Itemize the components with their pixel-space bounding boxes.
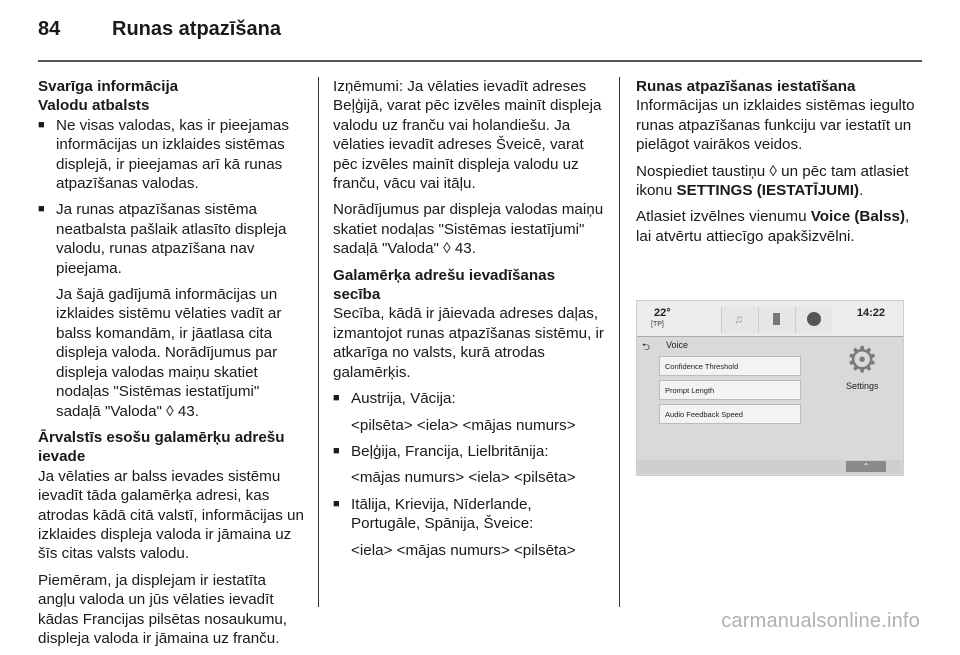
voice-term: Voice (Balss) <box>810 208 906 226</box>
paragraph: Informācijas un izklaides sistēmas iegulto runas atpazīšanas funkciju var iestatīt un pielāgot vairākos veidos. <box>636 97 915 154</box>
paragraph: Nospiediet taustiņu ◊ un pēc tam atlasiet ikonu SETTINGS (IESTATĪJUMI). <box>636 162 909 200</box>
address-sequence: <iela> <mājas numurs> <pilsēta> <box>351 541 576 559</box>
bullet-list <box>38 116 306 278</box>
heading-language-support: Valodu atbalsts <box>38 97 150 115</box>
paragraph: Izņēmumi: Ja vēlaties ievadīt adreses Beļģijā, varat pēc izvēles mainīt displeja valodu uz franču vai holandiešu. Ja vēlaties ievadīt adreses Šveicē, varat pēc izvēles mainīt displeja valodu uz franču, vācu vai itāļu. <box>333 78 602 193</box>
column-divider <box>318 77 319 607</box>
bullet-list <box>333 442 605 461</box>
option-confidence-threshold: Confidence Threshold <box>659 356 801 376</box>
column-divider <box>619 77 620 607</box>
watermark: carmanualsonline.info <box>721 610 920 632</box>
list-item-label: Austrija, Vācija: <box>351 390 456 408</box>
heading-address-order: Galamērķa adrešu ievadīšanas secība <box>333 266 556 304</box>
page-title: Runas atpazīšana <box>112 18 281 40</box>
list-item-label: Beļģija, Francija, Lielbritānija: <box>351 442 549 460</box>
tp-indicator: [TP] <box>651 321 664 328</box>
option-audio-feedback-speed: Audio Feedback Speed <box>659 404 801 424</box>
paragraph: Piemēram, ja displejam ir iestatīta angļu valoda un jūs vēlaties ievadīt kādas Francijas pilsētas nosaukumu, displeja valoda ir jāmaina uz franču. <box>38 571 288 647</box>
clock: 14:22 <box>856 307 885 319</box>
list-item <box>333 442 605 461</box>
voice-menu-title: Voice <box>666 340 689 350</box>
gear-icon: ⚙ <box>846 339 879 380</box>
paragraph: Atlasiet izvēlnes vienumu Voice (Balss), lai atvērtu attiecīgo apakšizvēlni. <box>636 208 910 245</box>
music-icon: ♫ <box>721 307 758 333</box>
paragraph: Norādījumus par displeja valodas maiņu skatiet nodaļas "Sistēmas iestatījumi" sadaļā "Valoda" ◊ 43. <box>333 201 604 258</box>
column-3 <box>636 77 926 253</box>
screen-bottom-bar <box>638 460 902 474</box>
paragraph: Secība, kādā ir jāievada adreses daļas, izmantojot runas atpazīšanas sistēmu, ir atkarīga no valsts, kurā atrodas galamērķis. <box>333 305 604 381</box>
heading-voice-settings: Runas atpazīšanas iestatīšana <box>636 78 856 95</box>
column-1 <box>38 77 306 655</box>
list-item <box>333 389 605 408</box>
list-item: ■ Ne visas valodas, kas ir pieejamas informācijas un izklaides sistēmas displejā, ir pieejamas arī kā runas atpazīšanas valodas. <box>38 116 306 194</box>
voice-key-icon: ◊ <box>769 162 777 180</box>
heading-important-info: Svarīga informācija <box>38 78 179 95</box>
settings-label: Settings <box>846 381 879 391</box>
back-icon: ⮌ <box>642 342 651 353</box>
screen-status-bar <box>637 301 903 337</box>
list-item-label: Itālija, Krievija, Nīderlande, Portugāle, Spānija, Šveice: <box>351 495 534 533</box>
infotainment-screen-image <box>636 300 904 476</box>
chevron-up-icon: ⌃ <box>846 461 886 472</box>
address-sequence: <pilsēta> <iela> <mājas numurs> <box>351 416 576 434</box>
phone-icon <box>758 307 795 333</box>
paragraph: Ja šajā gadījumā informācijas un izklaides sistēmu vēlaties vadīt ar balss komandām, ir jāatlasa cita displeja valoda. Norādījumus par displeja valodas maiņu skatiet nodaļas "Sistēmas iestatījumi" sadaļā "Valoda" ◊ 43. <box>56 286 282 420</box>
list-item: ■ Ja runas atpazīšanas sistēma neatbalsta pašlaik atlasīto displeja valodu, runas atpazīšana nav pieejama. <box>38 200 306 278</box>
heading-foreign-address: Ārvalstīs esošu galamērķu adrešu ievade <box>38 428 285 466</box>
page-header <box>38 18 281 41</box>
paragraph: Ja vēlaties ar balss ievades sistēmu ievadīt tāda galamērķa adresi, kas atrodas kādā citā valstī, informācijas un izklaides displeja valoda ir jāmaina uz šīs citas valsts valodu. <box>38 467 304 563</box>
nav-icon <box>795 307 832 333</box>
list-item <box>333 495 605 534</box>
bullet-list <box>333 495 605 534</box>
settings-term: SETTINGS (IESTATĪJUMI) <box>676 182 860 200</box>
bullet-list <box>333 389 605 408</box>
temperature: 22° <box>654 307 671 319</box>
address-sequence: <mājas numurs> <iela> <pilsēta> <box>351 469 576 487</box>
column-2 <box>333 77 605 567</box>
option-prompt-length: Prompt Length <box>659 380 801 400</box>
header-rule <box>38 60 922 62</box>
page-number: 84 <box>38 18 61 40</box>
